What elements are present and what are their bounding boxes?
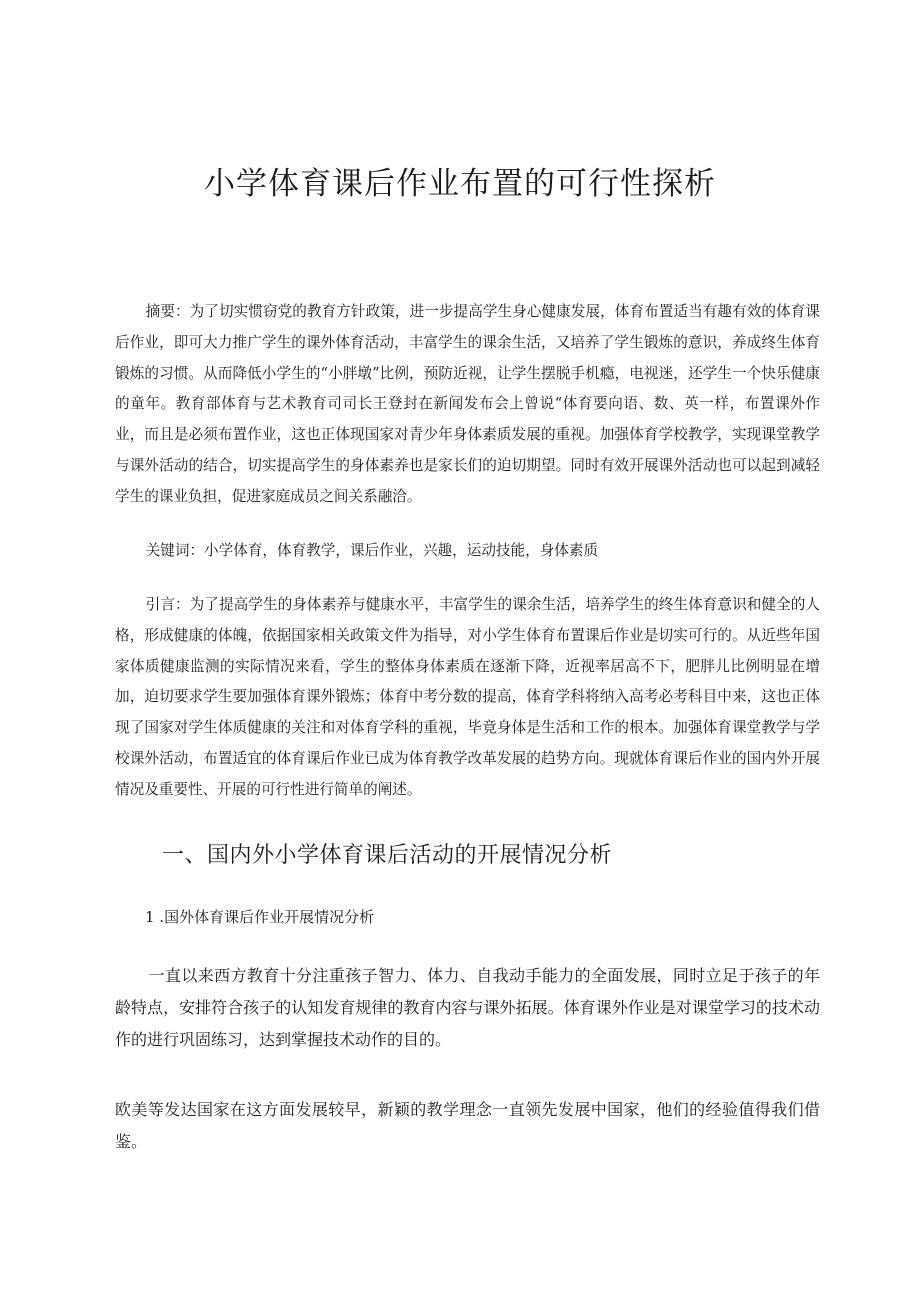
introduction-paragraph: 引言：为了提高学生的身体素养与健康水平，丰富学生的课余生活，培养学生的终生体育意识和健全的人格，形成健康的体魄，依据国家相关政策文件为指导，对小学生体育布置课后作业是切实可行的。从近些年国家体质健康监测的实际情况来看，学生的整体身体素质在逐渐下降，近视率居高不下，肥胖儿比例明显在增加，迫切要求学生要加强体育课外锻炼；体育中考分数的提高，体育学科将纳入高考必考科目中来，这也正体现了国家对学生体质健康的关注和对体育学科的重视，毕竟身体是生活和工作的根本。加强体育课堂教学与学校课外活动，布置适宜的体育课后作业已成为体育教学改革发展的趋势方向。现就体育课后作业的国内外开展情况及重要性、开展的可行性进行简单的阐述。 (115, 596, 820, 798)
section-heading: 一、国内外小学体育课后活动的开展情况分析 (162, 843, 613, 868)
keywords-paragraph: 关键词：小学体育，体育教学，课后作业，兴趣，运动技能，身体素质 (145, 542, 599, 559)
abstract-paragraph: 摘要：为了切实惯窃党的教育方针政策，进一步提高学生身心健康发展，体育布置适当有趣有效的体育课后作业，即可大力推广学生的课外体育活动，丰富学生的课余生活，又培养了学生锻炼的意识，养成终生体育锻炼的习惯。从而降低小学生的“小胖墩”比例，预防近视，让学生摆脱手机瘾，电视迷，还学生一个快乐健康的童年。教育部体育与艺术教育司司长王登封在新闻发布会上曾说“体育要向语、数、英一样，布置课外作业，而且是必须布置作业，这也正体现国家对青少年身体素质发展的重视。加强体育学校教学，实现课堂教学与课外活动的结合，切实提高学生的身体素养也是家长们的迫切期望。同时有效开展课外活动也可以起到减轻学生的课业负担，促进家庭成员之间关系融洽。 (115, 303, 820, 505)
document-title: 小学体育课后作业布置的可行性探析 (204, 166, 716, 202)
body-paragraph: 一直以来西方教育十分注重孩子智力、体力、自我动手能力的全面发展，同时立足于孩子的年龄特点，安排符合孩子的认知发育规律的教育内容与课外拓展。体育课外作业是对课堂学习的技术动作的进行巩固练习，达到掌握技术动作的目的。 (115, 966, 820, 1049)
body-paragraph: 欧美等发达国家在这方面发展较早，新颖的教学理念一直领先发展中国家，他们的经验值得我们借鉴。 (115, 1100, 820, 1151)
subsection-heading: 1 .国外体育课后作业开展情况分析 (145, 908, 375, 926)
